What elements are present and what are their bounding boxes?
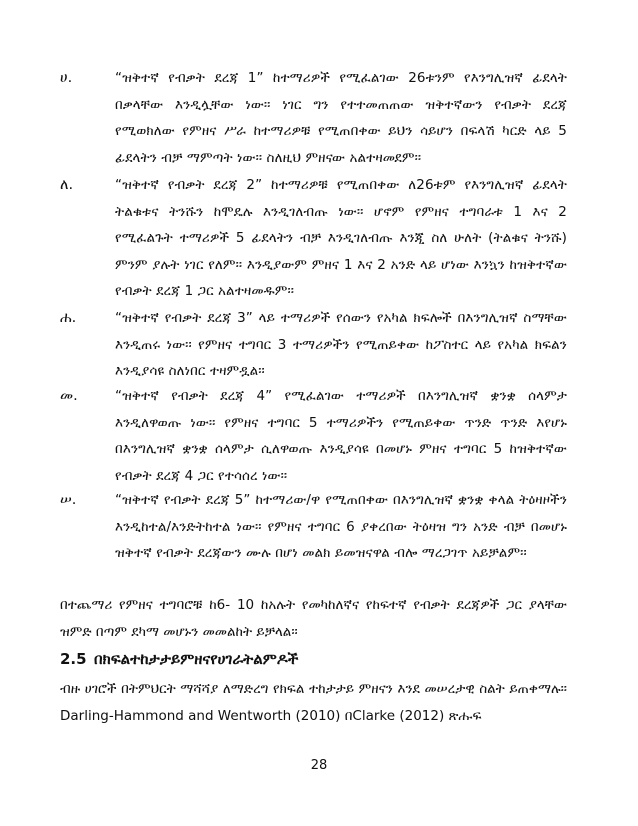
list-item-label: ሀ. <box>60 70 73 86</box>
section-title: በክፍልተከታታይምዘናየሀገራትልምዶች <box>94 650 299 668</box>
closing-paragraph: ብዙ ሀገሮች በትምህርት ማሻሻያ ለማድረግ የክፍል ተከታታይ ምዘናን እንደ መሠረታዊ ስልት ይጠቀማሉ፡፡Darling-Hammond and Wentworth (2010) በClarke (2012) ጽሑፍ <box>60 681 567 724</box>
list-item-label: ሠ. <box>60 492 77 508</box>
page-number: 28 <box>310 758 328 773</box>
list-item-label: ሐ. <box>60 310 77 326</box>
list-item-text: “ዝቅተኛ የብቃት ደረጃ 1” ከተማሪዎች የሚፈልገው 26ቱንም የእንግሊዝኛ ፊደላት በቃላቸው እንዲሏቸው ነው፡፡ ነገር ግን የተተመጠጠው ዝቅተኛውን የብቃት ደረጃ የሚወክለው የምዘና ሥራ ከተማሪዎቹ የሚጠበቀው ይህን ሳይሆን በፍላሽ ካርድ ላይ 5 ፊደላትን ብቻ ማምጣት ነው፡፡ ስለዚህ ምዘናው አልተዛመደም፡፡ <box>115 70 567 166</box>
list-item-text: “ዝቅተኛ የብቃት ደረጃ 4” የሚፈልገው ተማሪዎች በእንግሊዝኛ ቋንቋ ሰላምታ እንዲለዋወጡ ነው፡፡ የምዘና ተግባር 5 ተማሪዎችን የሚጠይቀው ጥንድ ጥንድ እየሆኑ በእንግሊዝኛ ቋንቋ ሰላምታ ሲለዋወጡ እንዲያሳዩ በመሆኑ ምዘና ተግባር 5 ከዝቅተኛው የብቃት ደረጃ 4 ጋር የተሳሰረ ነው፡፡ <box>115 388 567 484</box>
list-item-text: “ዝቅተኛ የብቃት ደረጃ 2” ከተማሪዎቹ የሚጠበቀው ለ26ቱም የእንግሊዝኛ ፊደላት ትልቁቱና ትንሹን ከሞዴሉ እንዲገለብጡ ነው፡፡ ሆኖም የምዘና ተግባራቱ 1 እና 2 የሚፈልጉት ተማሪዎች 5 ፊደላትን ብቻ እንዲገለብጡ እንጂ ስለ ሁለት (ትልቁና ትንሹ) ምንም ያሉት ነገር የለም፡፡ እንዲያውም ምዘና 1 እና 2 አንድ ላይ ሆነው እንኳን ከዝቅተኛው የብቃት ደረጃ 1 ጋር አልተዛመዱም፡፡ <box>115 177 567 300</box>
list-item-text: “ዝቅተኛ የብቃት ደረጃ 3” ላይ ተማሪዎች የሰውን የአካል ክፍሎች በእንግሊዝኛ ስማቸው እንዲጠሩ ነው፡፡ የምዘና ተግባር 3 ተማሪዎችን የሚጠይቀው ከፖስተር ላይ የአካል ክፍልን እንዲያሳዩ ስለነበር ተዛምዷል፡፡ <box>115 310 567 380</box>
list-item-text: “ዝቅተኛ የብቃት ደረጃ 5” ከተማሪው/ዋ የሚጠበቀው በእንግሊዝኛ ቋንቋ ቀላል ትዕዛዞችን እንዲከተል/እንድትከተል ነው፡፡ የምዘና ተግባር 6 ያቀረበው ትዕዛዝ ግን አንድ ብቻ በመሆኑ ዝቅተኛ የብቃት ደረጃውን ሙሉ በሆነ መልክ ይመዝናዋል ብሎ ማረጋገጥ አይቻልም፡፡ <box>115 492 567 562</box>
list-item-label: ለ. <box>60 177 74 193</box>
summary-paragraph: በተጨማሪ የምዘና ተግባሮቹ ከ6- 10 ከአሉት የመካከለኛና የከፍተኛ የብቃት ደረጃዎች ጋር ያላቸው ዝምድ በጣም ደካማ መሆኑን መመልከት ይቻላል፡፡ <box>60 597 567 640</box>
section-number: 2.5 <box>60 650 87 668</box>
section-heading <box>60 647 298 671</box>
list-item-label: መ. <box>60 388 78 404</box>
